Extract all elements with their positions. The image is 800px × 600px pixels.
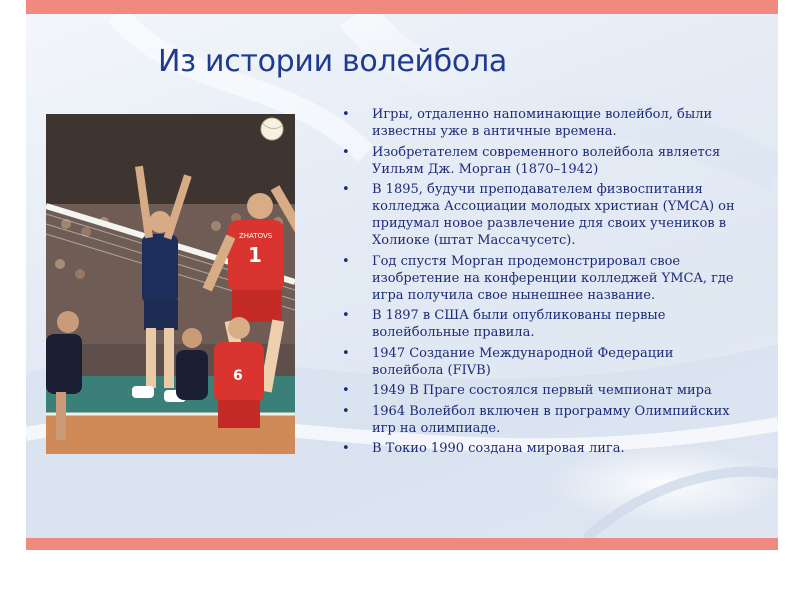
- bullet-icon: •: [342, 403, 350, 419]
- list-item-text: 1949 В Праге состоялся первый чемпионат мира: [372, 383, 712, 398]
- list-item: [340, 307, 740, 341]
- list-item-text: В Токио 1990 создана мировая лига.: [372, 441, 625, 456]
- list-item-text: В 1897 в США были опубликованы первые волейбольные правила.: [372, 308, 666, 340]
- list-item-text: В 1895, будучи преподавателем физвоспитания колледжа Ассоциации молодых христиан (YMCA) он придумал новое развлечение для своих учеников в Холиоке (штат Массачусетс).: [372, 182, 735, 248]
- slide-title: Из истории волейбола: [158, 44, 507, 79]
- list-item-text: Изобретателем современного волейбола является Уильям Дж. Морган (1870–1942): [372, 144, 721, 177]
- bullet-icon: •: [342, 441, 350, 456]
- jersey-number-front: 1: [248, 243, 262, 267]
- list-item-text: 1947 Создание Международной Федерации волейбола (FIVB): [372, 345, 674, 378]
- top-accent-bar: [26, 0, 778, 14]
- jersey-name: ZHATOVS: [239, 232, 273, 240]
- bullet-icon: •: [342, 253, 350, 269]
- list-item: [340, 440, 740, 457]
- list-item: [340, 144, 740, 178]
- list-item: [340, 181, 740, 249]
- history-bullet-list: [340, 106, 740, 461]
- bullet-icon: •: [342, 107, 350, 122]
- list-item-text: Игры, отдаленно напоминающие волейбол, были известны уже в античные времена.: [372, 107, 713, 139]
- list-item: [340, 403, 740, 437]
- bullet-icon: •: [342, 383, 350, 398]
- volleyball-photo: [46, 114, 295, 454]
- volleyball-photo-illustration: [46, 114, 295, 454]
- bullet-icon: •: [342, 345, 350, 361]
- bottom-accent-bar: [26, 538, 778, 550]
- jersey-number-back: 6: [233, 368, 243, 384]
- list-item-text: 1964 Волейбол включен в программу Олимпийских игр на олимпиаде.: [372, 403, 730, 436]
- list-item-text: Год спустя Морган продемонстрировал свое изобретение на конференции колледжей YMCA, где игра получила свое нынешнее название.: [372, 253, 734, 303]
- list-item: [340, 253, 740, 304]
- bullet-icon: •: [342, 308, 350, 323]
- list-item: [340, 382, 740, 399]
- bullet-icon: •: [342, 144, 350, 160]
- bullet-icon: •: [342, 182, 350, 197]
- list-item: [340, 345, 740, 379]
- list-item: [340, 106, 740, 140]
